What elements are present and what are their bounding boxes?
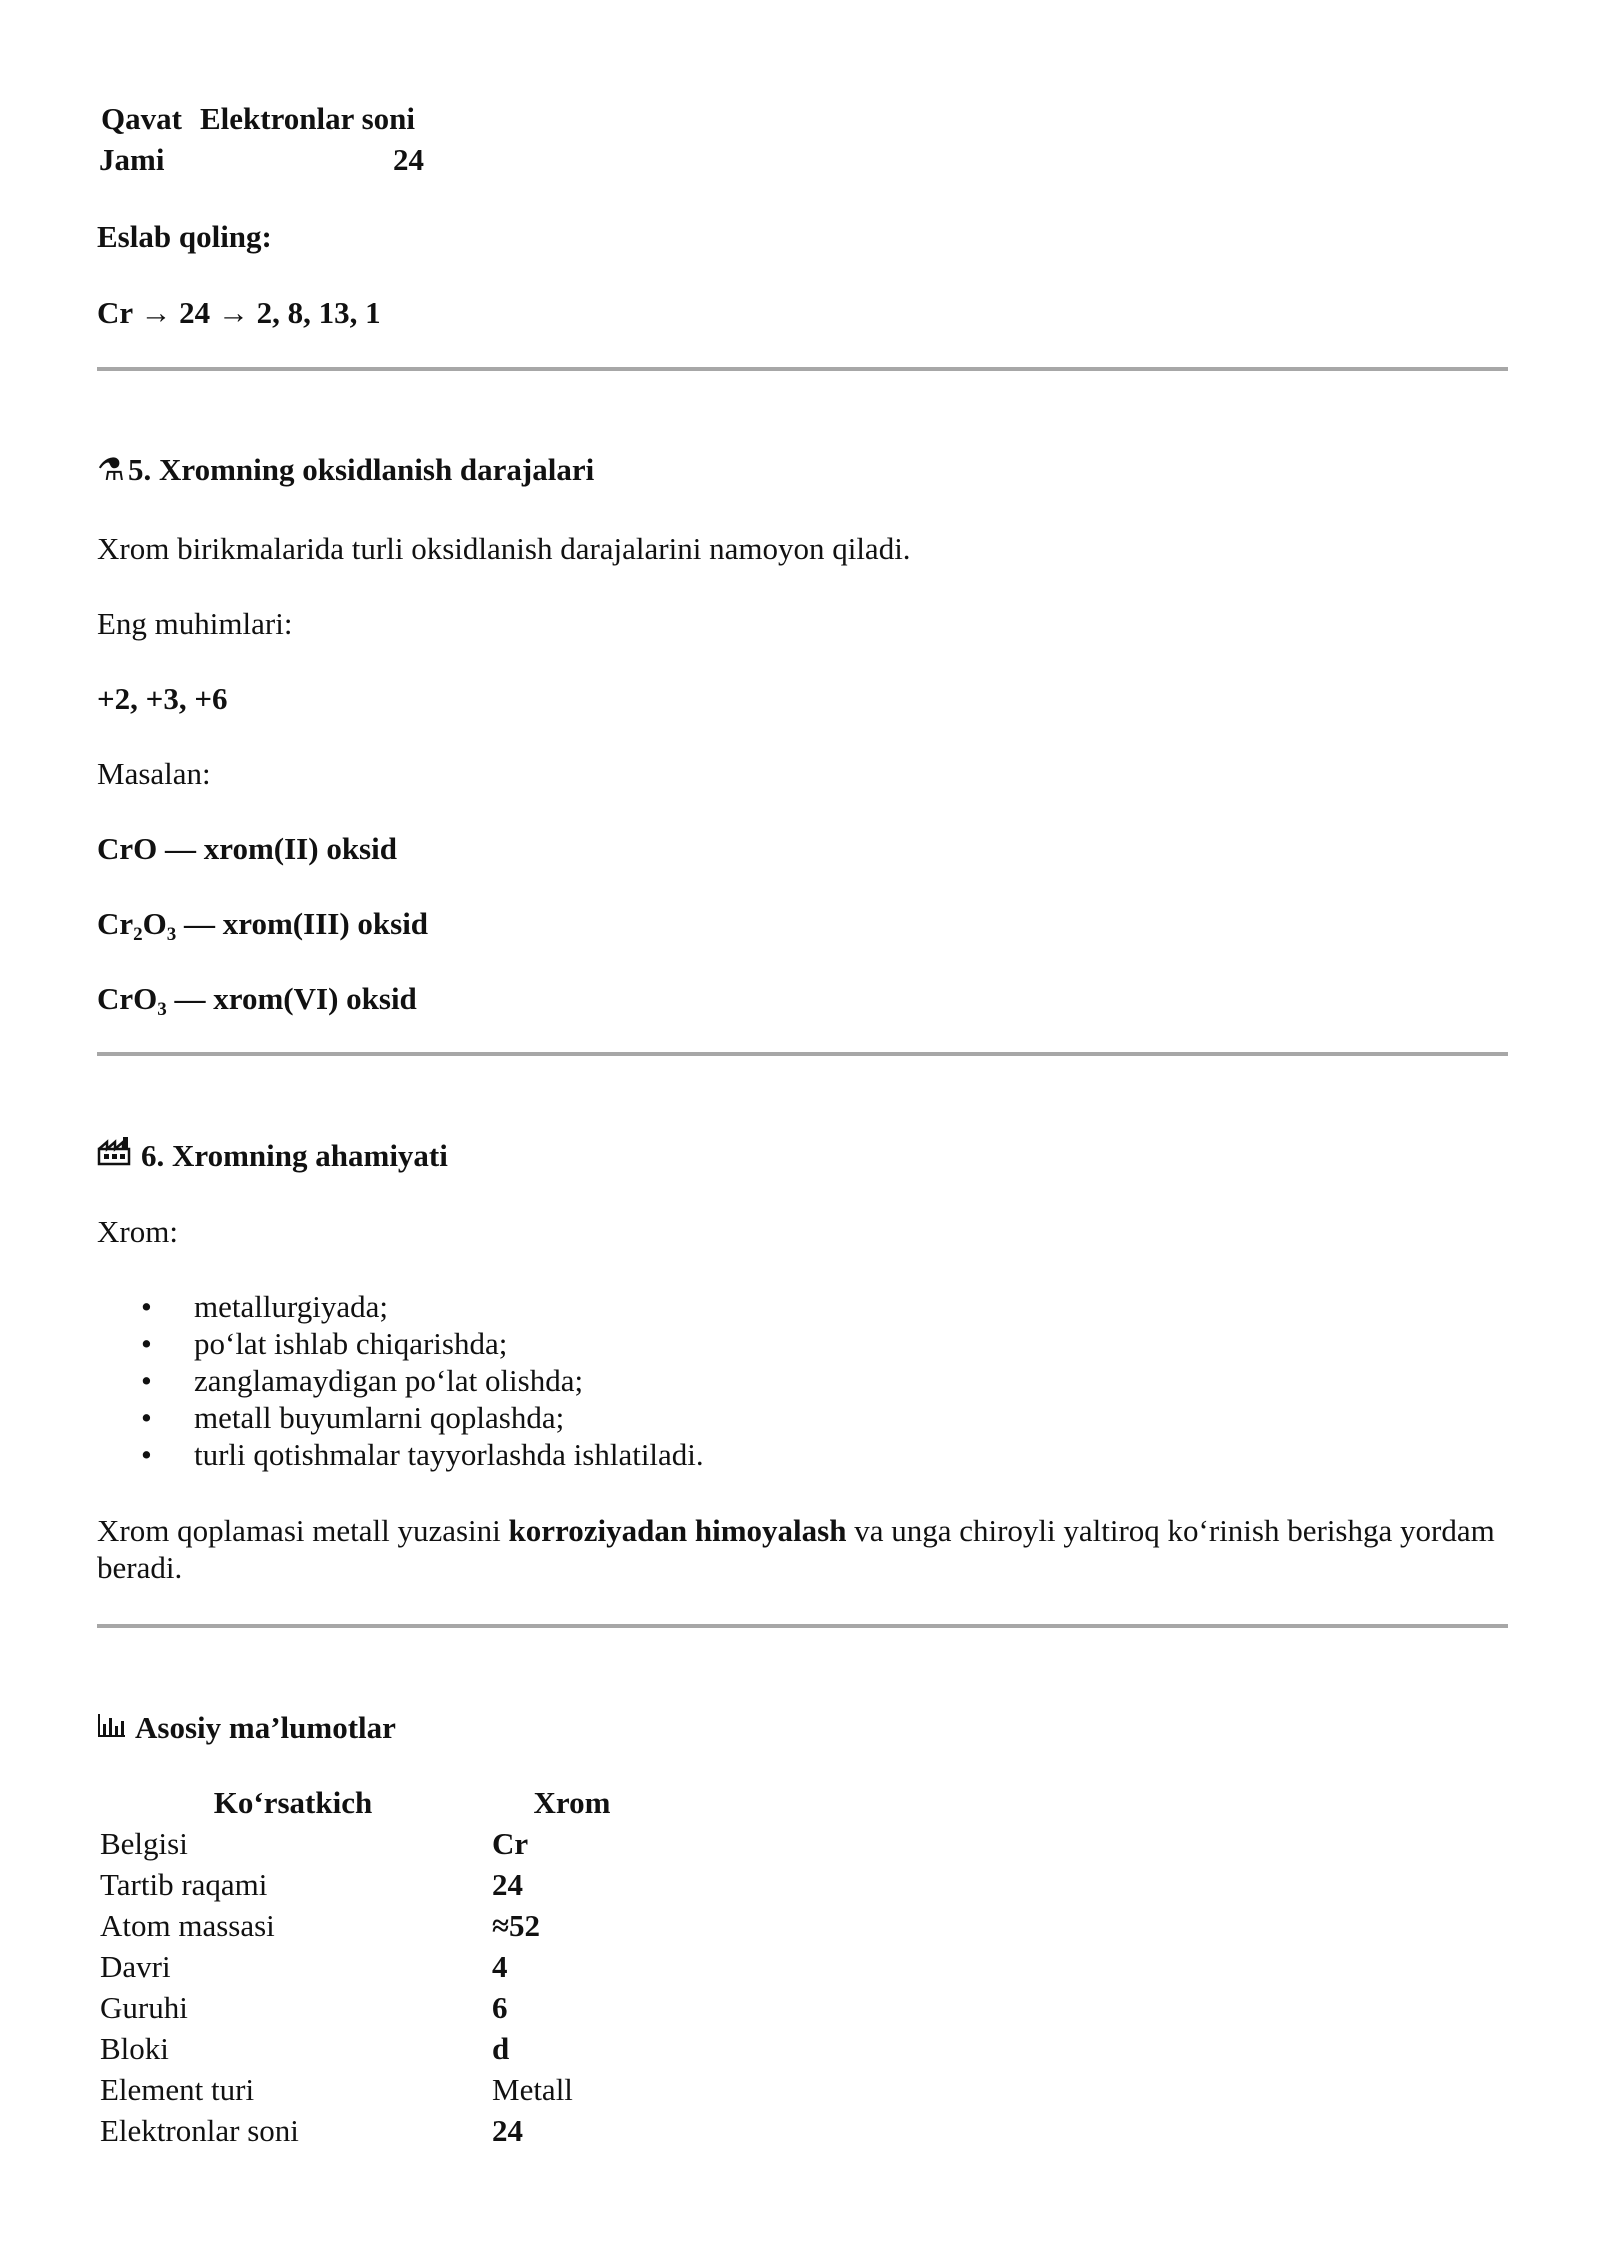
remember-label: Eslab qoling:	[97, 219, 272, 254]
list-item: • turli qotishmalar tayyorlashda ishlatiladi.	[97, 1436, 704, 1473]
section-5-title: 5. Xromning oksidlanish darajalari	[128, 452, 595, 487]
oxide-cr2o3	[97, 905, 429, 945]
section-5-intro: Xrom birikmalarida turli oksidlanish darajalarini namoyon qiladi.	[97, 531, 911, 566]
table-row	[97, 1946, 655, 1987]
table-row	[97, 2028, 655, 2069]
table-row	[97, 2069, 655, 2110]
oxide-formula: CrO	[97, 831, 158, 866]
layers-total-label: Jami	[99, 142, 165, 177]
row-key: Tartib raqami	[100, 1867, 268, 1902]
oxide-name: — xrom(II) oksid	[157, 831, 397, 866]
row-key: Davri	[100, 1949, 171, 1984]
table-row	[97, 1823, 655, 1864]
section-6-closing	[97, 1512, 1517, 1586]
factory-icon	[97, 1136, 141, 1174]
section-6-title: 6. Xromning ahamiyati	[141, 1138, 448, 1173]
list-item: • metallurgiyada;	[97, 1288, 704, 1325]
table-row	[97, 1864, 655, 1905]
bar-chart-icon-svg	[97, 1712, 127, 1738]
table-header-row	[97, 1782, 655, 1823]
list-item: • zanglamaydigan po‘lat olishda;	[97, 1362, 704, 1399]
row-value: Cr	[492, 1826, 529, 1861]
oxide-element-o: O	[142, 906, 167, 941]
layers-header-layer: Qavat	[101, 101, 182, 136]
row-value: ≈52	[492, 1908, 541, 1943]
oxide-cro	[97, 830, 397, 867]
summary-title: Asosiy ma’lumotlar	[135, 1710, 396, 1745]
important-label: Eng muhimlari:	[97, 606, 293, 641]
layers-total-value: 24	[393, 142, 424, 177]
row-key: Element turi	[100, 2072, 255, 2107]
row-value: Metall	[492, 2072, 573, 2107]
summary-heading	[97, 1709, 396, 1746]
closing-text: va unga chiroyli yaltiroq ko‘rinish berishga yordam beradi.	[97, 1513, 1495, 1585]
flask-icon: ⚗	[97, 452, 125, 487]
factory-icon-svg	[97, 1136, 131, 1166]
divider	[97, 1052, 1508, 1056]
closing-emphasis: korroziyadan himoyalash	[508, 1513, 847, 1548]
row-key: Guruhi	[100, 1990, 188, 2025]
remember-formula: Cr → 24 → 2, 8, 13, 1	[97, 295, 381, 330]
section-5-heading	[97, 451, 594, 488]
row-value: 24	[492, 2113, 523, 2148]
oxide-element-cr: Cr	[97, 906, 134, 941]
column-header-chromium: Xrom	[533, 1785, 611, 1820]
oxide-subscript: 2	[133, 924, 143, 945]
closing-text: Xrom qoplamasi metall yuzasini	[97, 1513, 509, 1548]
divider	[97, 367, 1508, 371]
column-header-indicator: Ko‘rsatkich	[213, 1785, 373, 1820]
uses-list	[97, 1288, 704, 1473]
row-value: 24	[492, 1867, 523, 1902]
oxidation-states: +2, +3, +6	[97, 681, 228, 716]
table-row	[97, 1987, 655, 2028]
oxide-cro3	[97, 980, 417, 1020]
row-key: Atom massasi	[100, 1908, 275, 1943]
oxide-name: — xrom(VI) oksid	[166, 981, 417, 1016]
row-value: d	[492, 2031, 510, 2066]
list-item: • metall buyumlarni qoplashda;	[97, 1399, 704, 1436]
example-label: Masalan:	[97, 756, 211, 791]
list-item: • po‘lat ishlab chiqarishda;	[97, 1325, 704, 1362]
oxide-subscript: 3	[166, 924, 177, 945]
row-value: 6	[492, 1990, 508, 2025]
summary-table	[97, 1782, 655, 2151]
bar-chart-icon	[97, 1709, 135, 1746]
row-value: 4	[492, 1949, 508, 1984]
section-6-heading	[97, 1136, 448, 1174]
oxide-subscript: 3	[157, 999, 167, 1020]
oxide-formula: CrO	[97, 981, 158, 1016]
divider	[97, 1624, 1508, 1628]
section-6-lead: Xrom:	[97, 1214, 178, 1249]
layers-header-electrons: Elektronlar soni	[200, 101, 416, 136]
row-key: Elektronlar soni	[100, 2113, 299, 2148]
row-key: Bloki	[100, 2031, 169, 2066]
table-row	[97, 2110, 655, 2151]
row-key: Belgisi	[100, 1826, 188, 1861]
table-row	[97, 1905, 655, 1946]
oxide-name: — xrom(III) oksid	[176, 906, 429, 941]
